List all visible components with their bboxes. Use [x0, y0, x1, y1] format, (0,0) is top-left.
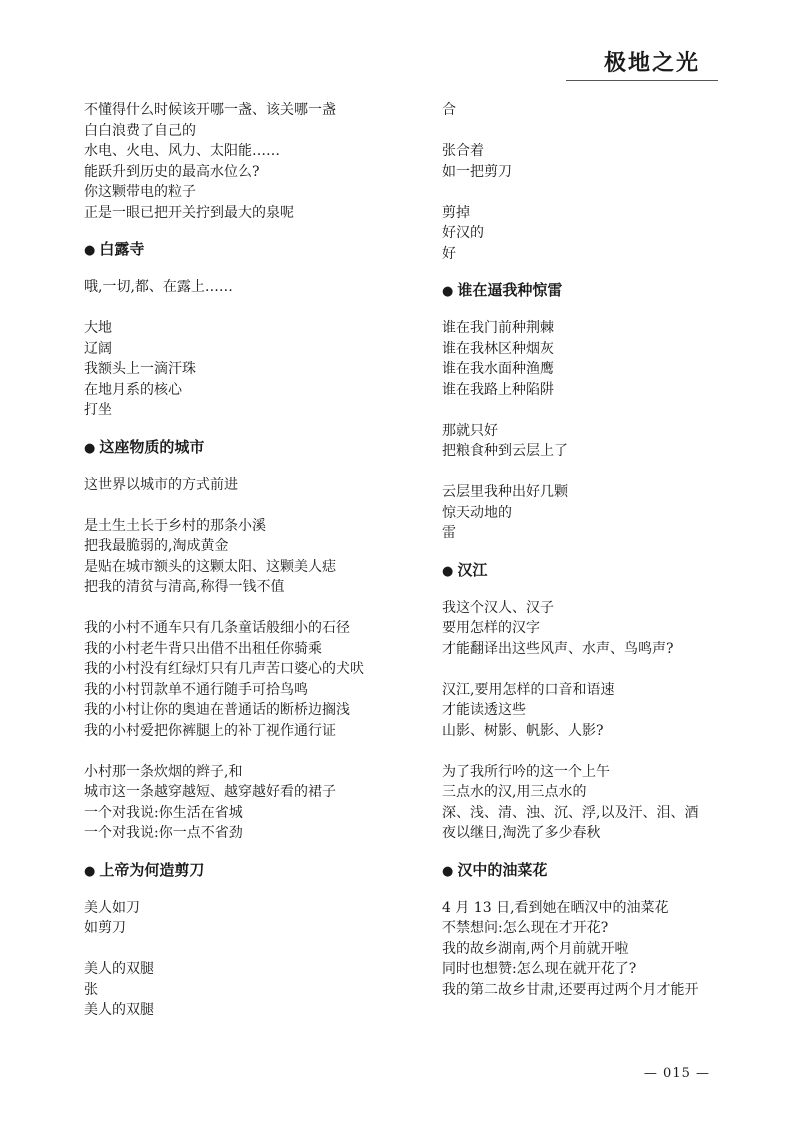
verse-line: 我的小村爱把你裤腿上的补丁视作通行证	[84, 722, 336, 739]
verse-line: 我的小村没有红绿灯只有几声苦口婆心的犬吠	[84, 661, 364, 677]
poem-title-scissors: ● 上帝为何造剪刀	[84, 860, 205, 879]
verse-line: 为了我所行吟的这一个上午	[442, 763, 610, 780]
verse-line: 哦,一切,都、在露上……	[84, 279, 233, 295]
verse-line: 这世界以城市的方式前进	[84, 476, 238, 493]
verse-line: 云层里我种出好几颗	[442, 484, 568, 500]
verse-line: 谁在我门前种荆棘	[442, 320, 554, 336]
verse-line: 水电、火电、风力、太阳能……	[84, 143, 280, 159]
verse-line: 汉江,要用怎样的口音和语速	[442, 681, 615, 698]
verse-line: 辽阔	[84, 340, 112, 357]
verse-line: 是土生土长于乡村的那条小溪	[84, 517, 266, 534]
verse-line: 我的故乡湖南,两个月前就开啦	[442, 940, 629, 957]
verse-line: 一个对我说:你生活在省城	[84, 804, 243, 821]
bullet-icon: ●	[84, 863, 96, 879]
bullet-icon: ●	[84, 243, 96, 258]
page-number: — 015 —	[643, 1066, 710, 1081]
verse-line: 深、浅、清、浊、沉、浮,以及汗、泪、酒	[442, 804, 699, 821]
verse-line: 不懂得什么时候该开哪一盏、该关哪一盏	[84, 102, 336, 118]
verse-line: 我额头上一滴汗珠	[84, 361, 196, 377]
verse-line: 谁在我林区种烟灰	[442, 340, 554, 357]
verse-line: 山影、树影、帆影、人影?	[442, 722, 604, 739]
poem-title-hanjiang: ● 汉江	[442, 560, 488, 579]
verse-line: 张	[84, 981, 98, 998]
poem-title-thunder: ● 谁在逼我种惊雷	[442, 281, 563, 299]
verse-line: 才能翻译出这些风声、水声、鸟鸣声?	[442, 640, 674, 657]
verse-line: 一个对我说:你一点不省劲	[84, 825, 243, 841]
verse-line: 好汉的	[442, 225, 484, 241]
verse-line: 小村那一条炊烟的辫子,和	[84, 763, 243, 780]
right-column	[442, 100, 762, 1000]
verse-line: 我的第二故乡甘肃,还要再过两个月才能开	[442, 981, 699, 998]
verse-line: 把我的清贫与清高,称得一钱不值	[84, 579, 285, 595]
bullet-icon: ●	[84, 440, 96, 456]
verse-line: 谁在我路上种陷阱	[442, 381, 554, 398]
verse-line: 大地	[84, 320, 112, 336]
poem-title-rapeseed: ● 汉中的油菜花	[442, 860, 548, 879]
verse-line: 张合着	[442, 143, 484, 159]
page-header	[566, 44, 718, 81]
verse-line: 把粮食种到云层上了	[442, 443, 568, 459]
left-column	[84, 100, 404, 1021]
bullet-icon: ●	[442, 563, 454, 579]
verse-line: 白白浪费了自己的	[84, 122, 196, 139]
verse-line: 谁在我水面种渔鹰	[442, 361, 554, 377]
verse-line: 要用怎样的汉字	[442, 620, 540, 636]
verse-line: 4 月 13 日,看到她在晒汉中的油菜花	[442, 899, 669, 916]
verse-line: 我的小村罚款单不通行随手可拾鸟鸣	[84, 681, 308, 698]
poem-title-city: ● 这座物质的城市	[84, 437, 205, 456]
verse-line: 如剪刀	[84, 920, 126, 936]
verse-line: 城市这一条越穿越短、越穿越好看的裙子	[84, 784, 336, 800]
verse-line: 才能读透这些	[442, 702, 526, 718]
verse-line: 夜以继日,淘洗了多少春秋	[442, 825, 601, 841]
verse-line: 我的小村老牛背只出借不出租任你骑乘	[84, 640, 322, 657]
verse-line: 我的小村让你的奥迪在普通话的断桥边搁浅	[84, 702, 350, 718]
verse-line: 那就只好	[442, 422, 498, 439]
verse-line: 剪掉	[442, 204, 470, 221]
verse-line: 三点水的汉,用三点水的	[442, 784, 587, 800]
verse-line: 如一把剪刀	[442, 163, 512, 180]
verse-line: 美人的双腿	[84, 1002, 154, 1018]
verse-line: 打坐	[84, 402, 112, 418]
verse-line: 在地月系的核心	[84, 381, 182, 398]
verse-line: 惊天动地的	[442, 504, 512, 521]
verse-line: 好	[442, 245, 456, 262]
poem-title-bailusi: ● 白露寺	[84, 240, 145, 258]
verse-line: 合	[442, 102, 456, 118]
verse-line: 把我最脆弱的,淘成黄金	[84, 538, 229, 554]
bullet-icon: ●	[442, 863, 454, 879]
verse-line: 能跃升到历史的最高水位么?	[84, 163, 260, 180]
verse-line: 不禁想问:怎么现在才开花?	[442, 920, 609, 936]
verse-line: 我这个汉人、汉子	[442, 599, 554, 616]
verse-line: 美人的双腿	[84, 961, 154, 977]
verse-line: 同时也想赞:怎么现在就开花了?	[442, 961, 637, 977]
verse-line: 正是一眼已把开关拧到最大的泉呢	[84, 204, 294, 221]
verse-line: 美人如刀	[84, 899, 140, 916]
verse-line: 我的小村不通车只有几条童话般细小的石径	[84, 620, 350, 636]
verse-line: 是贴在城市额头的这颗太阳、这颗美人痣	[84, 558, 336, 575]
verse-line: 雷	[442, 525, 456, 541]
bullet-icon: ●	[442, 284, 454, 299]
running-title: 极地之光	[603, 51, 700, 76]
verse-line: 你这颗带电的粒子	[84, 184, 196, 200]
